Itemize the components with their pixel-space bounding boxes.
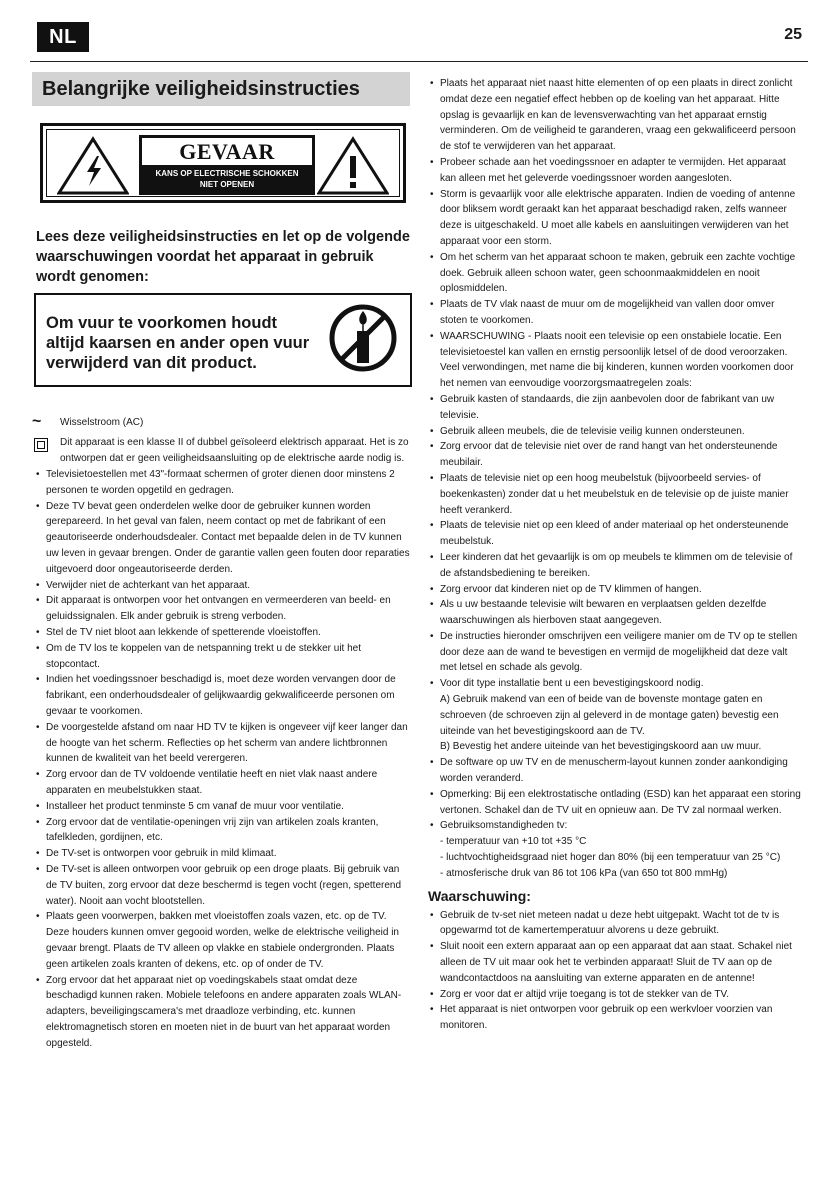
right-bullet-list [426,76,804,882]
list-item: • Gebruik kasten of standaards, die zijn aanbevolen door de fabrikant van uw televisie. [426,392,804,424]
list-item: • De voorgestelde afstand om naar HD TV te kijken is ongeveer vijf keer langer dan de hoogte van het scherm. Reflecties op het scherm van andere lichtbronnen kunnen de kwaliteit van het beeld verergeren. [32,720,410,767]
header-divider [30,61,808,62]
page-number: 25 [784,26,802,43]
fire-warning-text: Om vuur te voorkomen houdt altijd kaarsen en ander open vuur verwijderd van dit product. [46,314,310,372]
list-item: • WAARSCHUWING - Plaats nooit een televisie op een onstabiele locatie. Een televisietoestel kan vallen en ernstig persoonlijk letsel of de dood veroorzaken. Veel verwondingen, met name die bij kinderen, kunnen worden voorkomen door het nemen van eenvoudige voorzorgsmaatregelen zoals: [426,329,804,392]
list-item: • Gebruik alleen meubels, die de televisie veilig kunnen ondersteunen. [426,424,804,440]
list-item: • Zorg ervoor dat kinderen niet op de TV klimmen of hangen. [426,582,804,598]
list-item: • Zorg ervoor dat het apparaat niet op voedingskabels staat omdat deze beschadigd kunnen raken. Mobiele telefoons en andere apparaten zoals WLAN-adapters, beveiligingscamera's met draadloze verbinding, etc. kunnen elektromagnetisch storen en moeten niet in de buurt van het apparaat worden opgesteld. [32,973,410,1052]
list-item: • Dit apparaat is ontworpen voor het ontvangen en vermeerderen van beeld- en geluidssignalen. Elk ander gebruik is streng verboden. [32,593,410,625]
list-item: • Plaats de televisie niet op een kleed of ander materiaal op het ondersteunende meubelstuk. [426,518,804,550]
class2-text: Dit apparaat is een klasse II of dubbel geïsoleerd elektrisch apparaat. Het is zo ontworpen dat er geen veiligheidsaansluiting op de elektrische aarde nodig is. [60,437,409,464]
list-item: • Storm is gevaarlijk voor alle elektrische apparaten. Indien de voeding of antenne door bliksem wordt geraakt kan het apparaat beschadigd raken, zelfs wanneer deze is uitgeschakeld. U moet alle kabels en aansluitingen verwijderen van het apparaat voor een storm. [426,187,804,250]
warning-title: Waarschuwing: [428,887,531,904]
list-item: • Installeer het product tenminste 5 cm vanaf de muur voor ventilatie. [32,799,410,815]
danger-line-2: NIET OPENEN [199,180,255,189]
list-item: • Om het scherm van het apparaat schoon te maken, gebruik een zachte vochtige doek. Gebruik alleen schoon water, geen schoonmaakmiddelen en nooit oplosmiddelen. [426,250,804,297]
exclamation-warning-icon [317,136,389,196]
danger-label [139,135,315,195]
list-item: • Zorg ervoor dat de ventilatie-openingen vrij zijn van artikelen zoals kranten, tafelkleden, gordijnen, etc. [32,815,410,847]
list-item: • De TV-set is alleen ontworpen voor gebruik op een droge plaats. Bij gebruik van de TV buiten, zorg ervoor dat deze beschermd is tegen vocht (regen, spetterend water). Nooit aan vocht blootstellen. [32,862,410,909]
section-title: Belangrijke veiligheidsinstructies [32,72,410,106]
lightning-warning-icon [57,136,129,196]
intro-text: Lees deze veiligheidsinstructies en let op de volgende waarschuwingen voordat het apparaat in gebruik wordt genomen: [36,229,410,285]
danger-line-1: KANS OP ELECTRISCHE SCHOKKEN [155,169,299,178]
list-item: • Sluit nooit een extern apparaat aan op een apparaat dat aan staat. Schakel niet alleen de TV uit maar ook het te verbinden apparaat! Sluit de TV aan op de wandcontactdoos na aansluiting van externe apparaten en de antenne! [426,939,804,986]
list-item: • Plaats het apparaat niet naast hitte elementen of op een plaats in direct zonlicht omdat deze een negatief effect hebben op de koeling van het apparaat. Hitte opslag is gevaarlijk en kan de levensverwachting van het apparaat ernstig verminderen. Om de veiligheid te garanderen, vraag een gekwalificeerd persoon de stof te verwijderen van het apparaat. [426,76,804,155]
list-item: • Plaats geen voorwerpen, bakken met vloeistoffen zoals vazen, etc. op de TV. Deze houders kunnen omver gegooid worden, welke de elektrische veiligheid in gevaar brengt. Plaats de TV alleen op vlakke en stabiele ondergronden. Plaats geen artikelen zoals kranten of dekens, etc. op of onder de TV. [32,909,410,972]
list-item: • De instructies hieronder omschrijven een veiligere manier om de TV op te stellen door deze aan de wand te bevestigen en vermijd de mogelijkheid dat deze valt met letsel en schade als gevolg. [426,629,804,676]
right-column [426,76,804,1034]
list-item: • Stel de TV niet bloot aan lekkende of spetterende vloeistoffen. [32,625,410,641]
left-column [32,72,410,1051]
left-bullet-list [32,467,410,1051]
fire-warning-box [34,293,412,387]
list-item: • Televisietoestellen met 43"-formaat schermen of groter dienen door minstens 2 personen te worden opgetild en gedragen. [32,467,410,499]
list-item: • Voor dit type installatie bent u een bevestigingskoord nodig. A) Gebruik makend van een of beide van de bovenste montage gaten en schroeven (de schroeven zijn al geleverd in de montage gaten) bevestig een uiteinde van het bevestigingskoord aan de TV. B) Bevestig het andere uiteinde van het bevestigingskoord aan uw muur. [426,676,804,755]
class2-double-square-icon [34,438,48,452]
ac-text: Wisselstroom (AC) [60,417,144,428]
danger-warning-box [40,123,406,203]
list-item: • Het apparaat is niet ontworpen voor gebruik op een werkvloer voorzien van monitoren. [426,1002,804,1034]
language-badge: NL [37,22,89,52]
list-item: • Leer kinderen dat het gevaarlijk is om op meubels te klimmen om de televisie of de afstandsbediening te bereiken. [426,550,804,582]
list-item: • Zorg ervoor dat de televisie niet over de rand hangt van het ondersteunende meubilair. [426,439,804,471]
list-item: • De TV-set is ontworpen voor gebruik in mild klimaat. [32,846,410,862]
list-item: • Opmerking: Bij een elektrostatische ontlading (ESD) kan het apparaat een storing vertonen. Schakel dan de TV uit en opnieuw aan. De TV zal normaal werken. [426,787,804,819]
list-item: • Probeer schade aan het voedingssnoer en adapter te vermijden. Het apparaat kan alleen met het geleverde voedingssnoer worden aangesloten. [426,155,804,187]
danger-title: GEVAAR [179,138,275,164]
list-item: • Deze TV bevat geen onderdelen welke door de gebruiker kunnen worden gerepareerd. In het geval van falen, neem contact op met de fabrikant of een geautoriseerde onderhoudsdealer. Contact met bepaalde delen in de TV kunnen uw leven in gevaar brengen. Onder de garantie vallen geen fouten door reparaties uitgevoerd door ongeautoriseerde derden. [32,499,410,578]
no-candle-icon [328,303,398,373]
ac-tilde-icon: ~ [32,413,42,430]
list-item: • Als u uw bestaande televisie wilt bewaren en verplaatsen gelden dezelfde waarschuwingen als hierboven staat aangegeven. [426,597,804,629]
list-item: • Zorg er voor dat er altijd vrije toegang is tot de stekker van de TV. [426,987,804,1003]
list-item: • Indien het voedingssnoer beschadigd is, moet deze worden vervangen door de fabrikant, een onderhoudsdealer of gelijkwaardig gekwalificeerde personen om gevaar te voorkomen. [32,672,410,719]
symbol-legend [32,415,410,467]
page-header [30,20,810,52]
list-item: • Gebruik de tv-set niet meteen nadat u deze hebt uitgepakt. Wacht tot de tv is opgewarmd tot de kamertemperatuur alvorens u deze gebruikt. [426,908,804,940]
list-item: • Plaats de televisie niet op een hoog meubelstuk (bijvoorbeeld servies- of boekenkasten) zonder dat u het meubelstuk en de televisie op de juiste manier heeft verankerd. [426,471,804,518]
list-item: • Verwijder niet de achterkant van het apparaat. [32,578,410,594]
list-item: • Om de TV los te koppelen van de netspanning trekt u de stekker uit het stopcontact. [32,641,410,673]
list-item: • Plaats de TV vlak naast de muur om de mogelijkheid van vallen door omver stoten te voorkomen. [426,297,804,329]
warning-bullet-list [426,908,804,1034]
list-item: • De software op uw TV en de menuscherm-layout kunnen zonder aankondiging worden veranderd. [426,755,804,787]
list-item: • Gebruiksomstandigheden tv: - temperatuur van +10 tot +35 °C - luchtvochtigheidsgraad niet hoger dan 80% (bij een temperatuur van 25 °C) - atmosferische druk van 86 tot 106 kPa (van 650 tot 800 mmHg) [426,818,804,881]
list-item: • Zorg ervoor dan de TV voldoende ventilatie heeft en niet vlak naast andere apparaten en meubelstukken staat. [32,767,410,799]
